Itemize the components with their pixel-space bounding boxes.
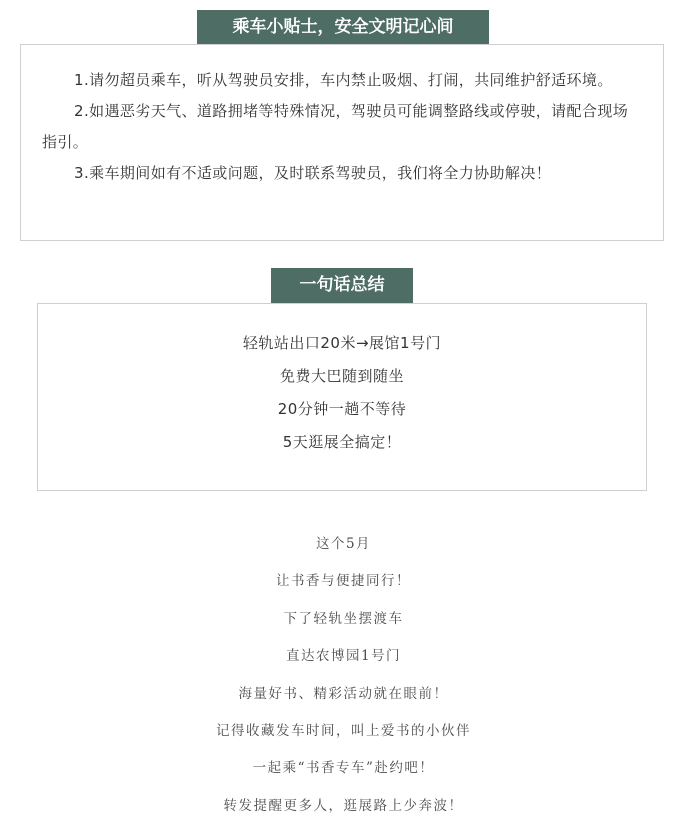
summary-line: 5天逛展全搞定！ [282,433,402,451]
closing-line: 海量好书、精彩活动就在眼前！ [238,685,449,702]
closing-line: 直达农博园1号门 [285,648,402,665]
tip-item: 2.如遇恶劣天气、道路拥堵等特殊情况，驾驶员可能调整路线或停驶，请配合现场指引。 [42,102,629,151]
tip-item: 3.乘车期间如有不适或问题，及时联系驾驶员，我们将全力协助解决！ [74,164,552,182]
closing-line: 下了轻轨坐摆渡车 [283,610,404,627]
summary-line: 20分钟一趟不等待 [277,400,407,418]
closing-line: 一起乘“书香专车”赴约吧！ [252,760,435,777]
tip-item: 1.请勿超员乘车，听从驾驶员安排，车内禁止吸烟、打闹，共同维护舒适环境。 [74,71,613,89]
summary-heading: 一句话总结 [271,268,413,303]
summary-line: 轻轨站出口20米→展馆1号门 [242,334,442,352]
closing-line: 这个5月 [315,536,372,552]
tips-box [20,44,664,241]
tips-heading: 乘车小贴士，安全文明记心间 [197,10,489,44]
closing-line: 记得收藏发车时间，叫上爱书的小伙伴 [216,723,471,740]
closing-line: 转发提醒更多人，逛展路上少奔波！ [223,797,464,814]
summary-line: 免费大巴随到随坐 [279,367,404,385]
summary-box [37,303,647,491]
closing-message [0,526,687,825]
closing-line: 让书香与便捷同行！ [276,573,411,590]
